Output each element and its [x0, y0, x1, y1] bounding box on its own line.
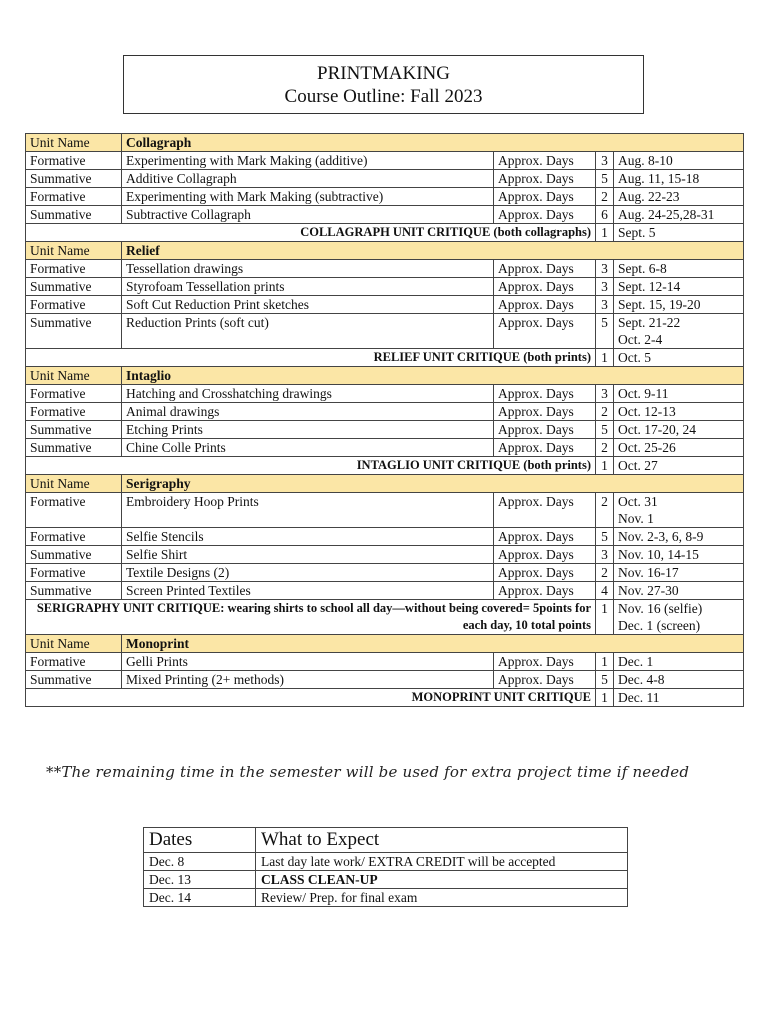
dates-cell: [614, 385, 744, 403]
day-count: 1: [596, 600, 614, 635]
day-count: 2: [596, 439, 614, 457]
task-row: [26, 403, 744, 421]
task-row: [26, 152, 744, 170]
date-line: Nov. 16-17: [618, 565, 679, 580]
unit-critique: COLLAGRAPH UNIT CRITIQUE (both collagraphs): [26, 224, 596, 242]
unit-critique: INTAGLIO UNIT CRITIQUE (both prints): [26, 457, 596, 475]
assessment-type: Summative: [26, 314, 122, 349]
task-description: Gelli Prints: [122, 653, 494, 671]
assessment-type: Formative: [26, 260, 122, 278]
approx-days-label: Approx. Days: [494, 653, 596, 671]
assessment-type: Formative: [26, 188, 122, 206]
expect-date: Dec. 8: [144, 853, 256, 871]
expect-row: [144, 889, 628, 907]
day-count: 2: [596, 564, 614, 582]
dates-cell: [614, 439, 744, 457]
unit-name-label: Unit Name: [26, 635, 122, 653]
expect-date: Dec. 14: [144, 889, 256, 907]
day-count: 1: [596, 224, 614, 242]
unit-name-label: Unit Name: [26, 367, 122, 385]
unit-header-row: [26, 475, 744, 493]
task-description: Textile Designs (2): [122, 564, 494, 582]
critique-row: [26, 457, 744, 475]
task-description: Experimenting with Mark Making (additive): [122, 152, 494, 170]
task-row: [26, 671, 744, 689]
what-to-expect-table: [143, 827, 628, 907]
task-description: Animal drawings: [122, 403, 494, 421]
what-to-expect-header: What to Expect: [256, 828, 628, 853]
dates-cell: [614, 689, 744, 707]
assessment-type: Formative: [26, 385, 122, 403]
date-line: Oct. 17-20, 24: [618, 422, 696, 437]
assessment-type: Formative: [26, 653, 122, 671]
expect-row: [144, 853, 628, 871]
dates-cell: [614, 296, 744, 314]
unit-name: Serigraphy: [122, 475, 744, 493]
remaining-time-note: **The remaining time in the semester will be used for extra project time if needed: [46, 763, 690, 781]
task-description: Subtractive Collagraph: [122, 206, 494, 224]
dates-cell: [614, 564, 744, 582]
unit-name: Collagraph: [122, 134, 744, 152]
task-row: [26, 385, 744, 403]
date-line: Dec. 11: [618, 690, 660, 705]
task-row: [26, 653, 744, 671]
dates-cell: [614, 152, 744, 170]
approx-days-label: Approx. Days: [494, 403, 596, 421]
outline-body: [26, 134, 744, 707]
unit-name-label: Unit Name: [26, 242, 122, 260]
approx-days-label: Approx. Days: [494, 546, 596, 564]
date-line: Dec. 1: [618, 654, 654, 669]
unit-header-row: [26, 134, 744, 152]
day-count: 1: [596, 457, 614, 475]
day-count: 1: [596, 349, 614, 367]
day-count: 5: [596, 314, 614, 349]
date-line: Aug. 22-23: [618, 189, 680, 204]
date-line: Nov. 10, 14-15: [618, 547, 699, 562]
date-line: Aug. 24-25,28-31: [618, 207, 715, 222]
day-count: 3: [596, 152, 614, 170]
task-row: [26, 546, 744, 564]
critique-row: [26, 224, 744, 242]
approx-days-label: Approx. Days: [494, 188, 596, 206]
task-row: [26, 421, 744, 439]
critique-row: [26, 349, 744, 367]
dates-cell: [614, 493, 744, 528]
expect-date: Dec. 13: [144, 871, 256, 889]
unit-name: Relief: [122, 242, 744, 260]
unit-critique: SERIGRAPHY UNIT CRITIQUE: wearing shirts to school all day—without being covered= 5points for each day, 10 total points: [26, 600, 596, 635]
date-line: Sept. 12-14: [618, 279, 681, 294]
date-line: Oct. 27: [618, 458, 658, 473]
day-count: 5: [596, 671, 614, 689]
expect-text: Last day late work/ EXTRA CREDIT will be accepted: [256, 853, 628, 871]
date-line: Oct. 5: [618, 350, 651, 365]
task-description: Additive Collagraph: [122, 170, 494, 188]
date-line: Oct. 12-13: [618, 404, 676, 419]
date-line: Sept. 5: [618, 225, 656, 240]
approx-days-label: Approx. Days: [494, 278, 596, 296]
date-line: Oct. 2-4: [618, 332, 663, 347]
expect-text: Review/ Prep. for final exam: [256, 889, 628, 907]
unit-header-row: [26, 367, 744, 385]
dates-cell: [614, 582, 744, 600]
unit-name: Intaglio: [122, 367, 744, 385]
day-count: 3: [596, 385, 614, 403]
assessment-type: Summative: [26, 439, 122, 457]
day-count: 3: [596, 260, 614, 278]
dates-cell: [614, 600, 744, 635]
unit-name-label: Unit Name: [26, 475, 122, 493]
title-box: [123, 55, 644, 114]
day-count: 5: [596, 170, 614, 188]
dates-cell: [614, 188, 744, 206]
task-description: Selfie Stencils: [122, 528, 494, 546]
assessment-type: Summative: [26, 546, 122, 564]
course-outline-table: [25, 133, 744, 707]
task-row: [26, 188, 744, 206]
dates-cell: [614, 528, 744, 546]
dates-cell: [614, 224, 744, 242]
approx-days-label: Approx. Days: [494, 260, 596, 278]
task-description: Selfie Shirt: [122, 546, 494, 564]
assessment-type: Summative: [26, 421, 122, 439]
day-count: 3: [596, 296, 614, 314]
dates-cell: [614, 314, 744, 349]
approx-days-label: Approx. Days: [494, 528, 596, 546]
date-line: Sept. 6-8: [618, 261, 667, 276]
critique-row: [26, 689, 744, 707]
unit-header-row: [26, 635, 744, 653]
assessment-type: Formative: [26, 528, 122, 546]
assessment-type: Summative: [26, 278, 122, 296]
day-count: 6: [596, 206, 614, 224]
task-description: Hatching and Crosshatching drawings: [122, 385, 494, 403]
course-subtitle: Course Outline: Fall 2023: [284, 86, 483, 107]
dates-cell: [614, 260, 744, 278]
task-row: [26, 439, 744, 457]
dates-cell: [614, 653, 744, 671]
approx-days-label: Approx. Days: [494, 564, 596, 582]
course-name: PRINTMAKING: [317, 63, 450, 84]
task-description: Tessellation drawings: [122, 260, 494, 278]
unit-name: Monoprint: [122, 635, 744, 653]
approx-days-label: Approx. Days: [494, 152, 596, 170]
critique-row: [26, 600, 744, 635]
day-count: 3: [596, 278, 614, 296]
task-description: Reduction Prints (soft cut): [122, 314, 494, 349]
approx-days-label: Approx. Days: [494, 314, 596, 349]
task-row: [26, 296, 744, 314]
expect-header-row: [144, 828, 628, 853]
task-description: Soft Cut Reduction Print sketches: [122, 296, 494, 314]
dates-cell: [614, 278, 744, 296]
approx-days-label: Approx. Days: [494, 582, 596, 600]
approx-days-label: Approx. Days: [494, 671, 596, 689]
date-line: Sept. 21-22: [618, 315, 681, 330]
task-row: [26, 582, 744, 600]
dates-cell: [614, 671, 744, 689]
assessment-type: Summative: [26, 671, 122, 689]
unit-header-row: [26, 242, 744, 260]
task-row: [26, 260, 744, 278]
task-row: [26, 528, 744, 546]
dates-cell: [614, 546, 744, 564]
day-count: 3: [596, 546, 614, 564]
assessment-type: Summative: [26, 582, 122, 600]
date-line: Oct. 25-26: [618, 440, 676, 455]
dates-cell: [614, 421, 744, 439]
assessment-type: Formative: [26, 403, 122, 421]
assessment-type: Summative: [26, 206, 122, 224]
assessment-type: Formative: [26, 493, 122, 528]
dates-cell: [614, 457, 744, 475]
approx-days-label: Approx. Days: [494, 421, 596, 439]
task-description: Experimenting with Mark Making (subtractive): [122, 188, 494, 206]
day-count: 2: [596, 493, 614, 528]
day-count: 5: [596, 528, 614, 546]
date-line: Aug. 11, 15-18: [618, 171, 700, 186]
task-description: Etching Prints: [122, 421, 494, 439]
dates-cell: [614, 349, 744, 367]
expect-text: CLASS CLEAN-UP: [256, 871, 628, 889]
date-line: Oct. 31: [618, 494, 658, 509]
date-line: Nov. 16 (selfie): [618, 601, 703, 616]
task-row: [26, 278, 744, 296]
date-line: Aug. 8-10: [618, 153, 673, 168]
date-line: Dec. 4-8: [618, 672, 665, 687]
dates-cell: [614, 170, 744, 188]
date-line: Oct. 9-11: [618, 386, 669, 401]
approx-days-label: Approx. Days: [494, 296, 596, 314]
date-line: Nov. 2-3, 6, 8-9: [618, 529, 704, 544]
day-count: 2: [596, 403, 614, 421]
day-count: 2: [596, 188, 614, 206]
day-count: 4: [596, 582, 614, 600]
date-line: Dec. 1 (screen): [618, 618, 701, 633]
unit-critique: MONOPRINT UNIT CRITIQUE: [26, 689, 596, 707]
approx-days-label: Approx. Days: [494, 439, 596, 457]
dates-cell: [614, 206, 744, 224]
date-line: Nov. 27-30: [618, 583, 679, 598]
unit-critique: RELIEF UNIT CRITIQUE (both prints): [26, 349, 596, 367]
date-line: Sept. 15, 19-20: [618, 297, 701, 312]
approx-days-label: Approx. Days: [494, 493, 596, 528]
day-count: 1: [596, 689, 614, 707]
day-count: 1: [596, 653, 614, 671]
unit-name-label: Unit Name: [26, 134, 122, 152]
approx-days-label: Approx. Days: [494, 170, 596, 188]
task-row: [26, 314, 744, 349]
task-description: Embroidery Hoop Prints: [122, 493, 494, 528]
task-row: [26, 206, 744, 224]
task-description: Mixed Printing (2+ methods): [122, 671, 494, 689]
dates-cell: [614, 403, 744, 421]
approx-days-label: Approx. Days: [494, 385, 596, 403]
task-row: [26, 493, 744, 528]
task-description: Styrofoam Tessellation prints: [122, 278, 494, 296]
assessment-type: Formative: [26, 296, 122, 314]
day-count: 5: [596, 421, 614, 439]
dates-header: Dates: [144, 828, 256, 853]
approx-days-label: Approx. Days: [494, 206, 596, 224]
assessment-type: Summative: [26, 170, 122, 188]
date-line: Nov. 1: [618, 511, 654, 526]
task-row: [26, 564, 744, 582]
task-description: Chine Colle Prints: [122, 439, 494, 457]
task-description: Screen Printed Textiles: [122, 582, 494, 600]
assessment-type: Formative: [26, 564, 122, 582]
expect-row: [144, 871, 628, 889]
task-row: [26, 170, 744, 188]
assessment-type: Formative: [26, 152, 122, 170]
